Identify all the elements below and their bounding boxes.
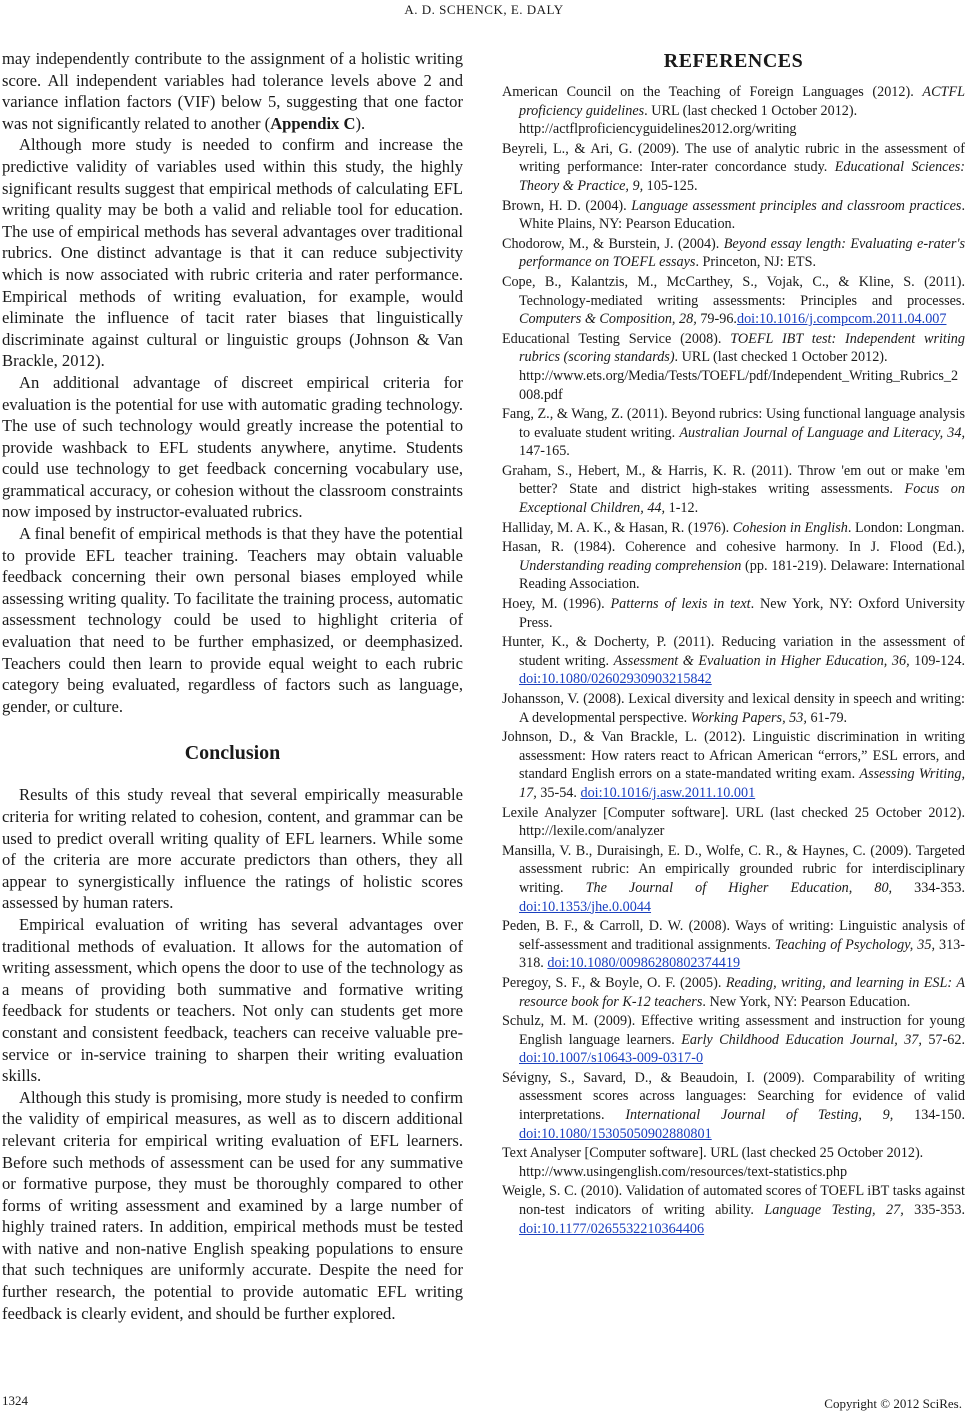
references-heading: REFERENCES <box>663 50 804 72</box>
paragraph-2: Although more study is needed to confirm and increase the predictive validity of variables used within this study, the highly significant results suggest that empirical methods of calculating EFL writing quality may be both a valid and reliable tool for education. The use of empirical methods has several advantages over traditional rubrics. One distinct advantage is that it can reduce subjectivity which is now associated with rubric criteria and rater performance. Empirical methods of writing evaluation, for example, would eliminate the influence of tacit rater biases that linguistically discriminate against cultural or linguistic groups (Johnson & Van Brackle, 2012). <box>2 135 463 371</box>
reference-entry <box>502 197 965 234</box>
reference-details: 335-353. <box>903 1202 965 1219</box>
reference-entry <box>502 538 965 594</box>
reference-text: Weigle, S. C. (2010). Validation of automated scores of TOEFL iBT tasks against non-test indicators of writing ability. <box>502 1183 965 1219</box>
reference-details: 134-150. <box>893 1107 965 1124</box>
reference-list <box>502 83 965 1238</box>
conclusion-heading: Conclusion <box>184 742 281 765</box>
reference-details: 61-79. <box>806 709 848 726</box>
reference-entry <box>502 917 965 973</box>
reference-url-link[interactable]: http://actflproficiencyguidelines2012.org/writing <box>519 121 797 138</box>
reference-title: Focus on Exceptional Children, 44, <box>519 481 965 517</box>
reference-entry <box>502 405 965 461</box>
reference-details: 313-318. <box>519 936 965 972</box>
reference-text: Hasan, R. (1984). Coherence and cohesive harmony. In J. Flood (Ed.), <box>502 539 965 556</box>
reference-text: Graham, S., Hebert, M., & Harris, K. R. (2011). Throw 'em out or make 'em better? State and district high-stakes writing assessments. <box>502 462 965 498</box>
right-column <box>502 48 965 1239</box>
reference-doi-link[interactable]: doi:10.1016/j.asw.2011.10.001 <box>580 784 756 801</box>
paragraph-3: An additional advantage of discreet empirical criteria for evaluation is the potential for use with automatic grading technology. The use of such technology would greatly increase the potential to provide washback to EFL students anywhere, anytime. Students could use technology to get feedback concerning vocabulary use, grammatical accuracy, or cohesion without the classroom constraints now imposed by instructor-evaluated rubrics. <box>2 372 463 522</box>
reference-entry <box>502 519 965 538</box>
reference-text: Brown, H. D. (2004). <box>502 197 632 214</box>
reference-text: Cope, B., Kalantzis, M., McCarthey, S., Vojak, C., & Kline, S. (2011). Technology-mediated writing assessments: Principles and processes. <box>502 273 965 309</box>
paragraph-1-end: ). <box>355 113 366 133</box>
reference-doi-link[interactable]: doi:10.1080/00986280802374419 <box>547 955 741 972</box>
reference-details: . White Plains, NY: Pearson Education. <box>519 197 966 233</box>
reference-text: Johansson, V. (2008). Lexical diversity and lexical density in speech and writing: A developmental perspective. <box>502 691 965 726</box>
reference-text: Lexile Analyzer [Computer software]. URL (last checked 25 October 2012). http://lexile.com/analyzer <box>502 804 965 840</box>
reference-text: Chodorow, M., & Burstein, J. (2004). <box>502 235 724 252</box>
reference-entry <box>502 235 965 272</box>
reference-url-link[interactable]: http://www.ets.org/Media/Tests/TOEFL/pdf/Independent_Writing_Rubrics_2008.pdf <box>519 367 959 403</box>
reference-title: Patterns of lexis in text <box>610 596 751 613</box>
reference-entry <box>502 1012 965 1068</box>
reference-text: American Council on the Teaching of Foreign Languages (2012). <box>502 84 923 100</box>
reference-entry <box>502 1144 965 1181</box>
reference-title: Assessment & Evaluation in Higher Education, 36, <box>613 652 910 669</box>
reference-details: 35-54. <box>536 784 581 801</box>
reference-text: Schulz, M. M. (2009). Effective writing assessment and instruction for young English language learners. <box>502 1013 965 1048</box>
reference-doi-link[interactable]: doi:10.1080/15305050902880801 <box>519 1125 712 1142</box>
reference-entry <box>502 273 965 329</box>
reference-title: Assessing Writing, 17, <box>519 766 965 801</box>
paragraph-1 <box>2 48 463 134</box>
reference-entry <box>502 140 965 196</box>
reference-details: 109-124. <box>909 652 966 669</box>
reference-title: Computers & Composition, 28, <box>519 311 697 328</box>
paragraph-1-text: may independently contribute to the assignment of a holistic writing score. All independent variables had tolerance levels above 2 and variance inflation factors (VIF) below 5, suggesting that one factor was not significantly related to another ( <box>2 49 463 133</box>
reference-entry <box>502 804 965 841</box>
reference-text: Johnson, D., & Van Brackle, L. (2012). Linguistic discrimination in writing assessment: How raters react to African American “errors,” ESL errors, and standard English errors on a state-mandated writing exam. <box>502 729 965 783</box>
paragraph-7: Although this study is promising, more study is needed to confirm the validity of empirical measures, as well as to discern additional relevant criteria for empirical writing evaluation of EFL learners. Before such methods of assessment can be used for any summative or formative purpose, they must be thoroughly compared to other forms of writing assessment and examined by a large number of highly trained raters. In addition, empirical methods must be tested with native and non-native English speaking populations to ensure that such techniques are uniformly accurate. Despite the need for further research, the potential to provide automatic EFL writing feedback is clearly evident, and should be further explored. <box>2 1087 463 1323</box>
reference-title: Language assessment principles and classroom practices <box>631 197 962 214</box>
reference-title: The Journal of Higher Education, 80, <box>585 879 893 896</box>
reference-details: . New York, NY: Oxford University Press. <box>519 596 966 631</box>
reference-entry <box>502 974 965 1011</box>
reference-text: Peden, B. F., & Carroll, D. W. (2008). Ways of writing: Linguistic analysis of self-assessment and traditional assignments. <box>502 918 965 953</box>
reference-entry <box>502 633 965 689</box>
reference-doi-link[interactable]: doi:10.1353/jhe.0.0044 <box>519 898 652 915</box>
reference-entry <box>502 1069 965 1143</box>
reference-text: Text Analyser [Computer software]. URL (last checked 25 October 2012). <box>502 1145 924 1162</box>
reference-entry <box>502 728 965 802</box>
reference-details: 57-62. <box>921 1031 965 1048</box>
reference-title: Early Childhood Education Journal, 37, <box>681 1031 922 1048</box>
reference-details: . URL (last checked 1 October 2012). <box>674 349 888 366</box>
reference-title: Cohesion in English <box>732 519 848 536</box>
reference-details: . URL (last checked 1 October 2012). <box>644 102 858 119</box>
reference-details: 79-96. <box>696 311 737 328</box>
reference-entry <box>502 1182 965 1238</box>
reference-details: . Princeton, NJ: ETS. <box>695 254 817 271</box>
reference-text: Sévigny, S., Savard, D., & Beaudoin, I. (2009). Comparability of writing assessment scores across languages: Searching for evidence of valid interpretations. <box>502 1069 965 1124</box>
reference-details: . London: Longman. <box>847 519 965 536</box>
reference-title: Australian Journal of Language and Literacy, 34, <box>679 424 965 441</box>
reference-text: Peregoy, S. F., & Boyle, O. F. (2005). <box>502 974 726 991</box>
paragraph-5: Results of this study reveal that several empirically measurable criteria for writing related to cohesion, content, and grammar can be used to predict overall writing quality of EFL learners. While some of the criteria are more accurate predictors than others, they all appear to synergistically influence the ratings of holistic scores assessed by human raters. <box>2 785 463 913</box>
reference-title: Beyond essay length: Evaluating e-rater's performance on TOEFL essays <box>519 235 965 271</box>
reference-entry <box>502 842 965 916</box>
reference-doi-link[interactable]: doi:10.1177/0265532210364406 <box>519 1220 705 1237</box>
reference-title: Teaching of Psychology, 35, <box>774 936 936 953</box>
copyright-notice: Copyright © 2012 SciRes. <box>824 1396 962 1411</box>
reference-details: (pp. 181-219). Delaware: International Reading Association. <box>519 557 965 593</box>
reference-title: Working Papers, 53, <box>690 709 807 726</box>
reference-text: Educational Testing Service (2008). <box>502 330 731 347</box>
paragraph-6: Empirical evaluation of writing has several advantages over traditional methods of evaluation. It allows for the automation of writing assessment, which opens the door to use of the technology as a means of providing both summative and formative writing feedback for students or teachers. Not only can students get more constant and consistent feedback, teachers can receive valuable pre-service or in-service training to sharpen their writing evaluation skills. <box>2 914 463 1086</box>
reference-details: 334-353. <box>892 879 965 896</box>
reference-entry <box>502 690 965 727</box>
reference-details: . New York, NY: Pearson Education. <box>702 993 911 1010</box>
reference-entry <box>502 330 965 404</box>
reference-text: Beyreli, L., & Ari, G. (2009). The use of analytic rubric in the assessment of writing performance: Inter-rater concordance study. <box>502 140 965 176</box>
reference-title: Reading, writing, and learning in ESL: A resource book for K-12 teachers <box>519 974 965 1010</box>
left-column <box>2 48 463 1324</box>
reference-title: Understanding reading comprehension <box>519 557 742 574</box>
reference-doi-link[interactable]: doi:10.1080/02602930903215842 <box>519 671 712 688</box>
reference-text: Mansilla, V. B., Duraisingh, E. D., Wolfe, C. R., & Haynes, C. (2009). Targeted assessment rubric: An empirically grounded rubric for interdisciplinary writing. <box>502 842 965 896</box>
reference-title: International Journal of Testing, 9, <box>625 1107 894 1124</box>
paragraph-4: A final benefit of empirical methods is that they have the potential to provide EFL teacher training. Teachers may obtain valuable feedback concerning their own personal biases employed while assessing writing quality. To facilitate the training process, automatic assessment technology could be used to highlight criteria of evaluation that need to be further emphasized, or deemphasized. Teachers could then learn to provide equal weight to each rubric category being evaluated, regardless of factors such as language, gender, or culture. <box>2 524 463 716</box>
reference-details: 1-12. <box>665 500 699 517</box>
reference-title: Educational Sciences: Theory & Practice, 9, <box>519 159 966 194</box>
reference-title: Language Testing, 27, <box>764 1202 904 1219</box>
running-header: A. D. SCHENCK, E. DALY <box>404 2 564 17</box>
reference-doi-link[interactable]: doi:10.1007/s10643-009-0317-0 <box>519 1050 704 1067</box>
reference-text: Halliday, M. A. K., & Hasan, R. (1976). <box>502 519 733 536</box>
reference-text: Hoey, M. (1996). <box>502 596 611 613</box>
reference-title: TOEFL IBT test: Independent writing rubrics (scoring standards) <box>519 330 965 366</box>
reference-text: Fang, Z., & Wang, Z. (2011). Beyond rubrics: Using functional language analysis to evaluate student writing. <box>502 406 965 441</box>
reference-text: Hunter, K., & Docherty, P. (2011). Reducing variation in the assessment of student writing. <box>502 634 965 669</box>
reference-details: 147-165. <box>519 443 570 460</box>
reference-details: 105-125. <box>643 177 698 194</box>
reference-entry <box>502 83 965 139</box>
reference-url-link[interactable]: http://www.usingenglish.com/resources/text-statistics.php <box>519 1163 848 1180</box>
reference-entry <box>502 595 965 632</box>
reference-doi-link[interactable]: doi:10.1016/j.compcom.2011.04.007 <box>736 311 947 328</box>
appendix-reference: Appendix C <box>270 113 356 133</box>
reference-title: ACTFL proficiency guidelines <box>519 84 965 119</box>
reference-entry <box>502 462 965 518</box>
page-number: 1324 <box>2 1393 28 1408</box>
